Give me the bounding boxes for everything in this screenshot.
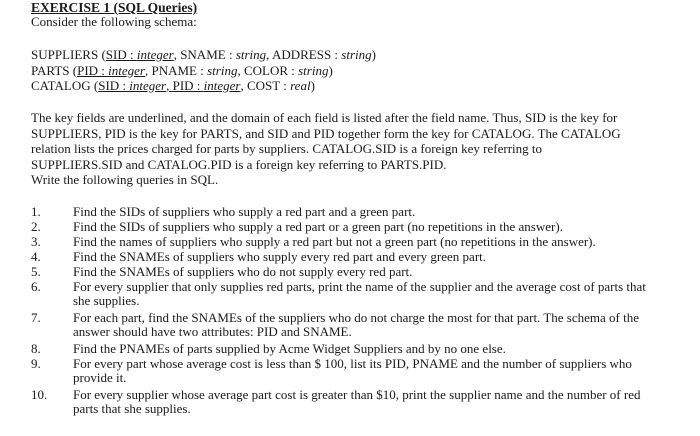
schema-block: [31, 47, 376, 94]
query-text: For each part, find the SNAMEs of the suppliers who do not charge the most for that part. The schema of the answer should have two attributes: PID and SNAME.: [73, 310, 639, 339]
query-number: 8.: [31, 341, 41, 356]
query-text: Find the SIDs of suppliers who supply a red part and a green part.: [73, 204, 416, 219]
description-paragraph: [31, 110, 659, 188]
query-text: Find the PNAMEs of parts supplied by Acme Widget Suppliers and by no one else.: [73, 341, 506, 356]
description-line: The key fields are underlined, and the domain of each field is listed after the field name. Thus, SID is the key for: [31, 110, 618, 125]
query-text: For every part whose average cost is less than $ 100, list its PID, PNAME and the number of suppliers who provide it.: [73, 356, 632, 385]
query-number: 3.: [31, 234, 41, 249]
field-type: string: [341, 47, 372, 62]
key-field-pid: [77, 63, 145, 78]
query-number: 6.: [31, 279, 41, 294]
query-number: 5.: [31, 264, 41, 279]
field-name: , SNAME :: [173, 47, 236, 62]
field-type: integer: [203, 78, 241, 93]
query-number: 2.: [31, 219, 41, 234]
field-type: real: [290, 78, 311, 93]
paren: (: [69, 62, 78, 78]
paren: ): [310, 78, 315, 93]
separator: ,: [166, 78, 173, 93]
relation-name: PARTS: [31, 62, 70, 78]
exercise-title: EXERCISE 1 (SQL Queries): [31, 0, 198, 15]
query-text: Find the SNAMEs of suppliers who supply every red part and every green part.: [73, 249, 487, 264]
field-name: PID :: [77, 62, 109, 78]
query-number: 9.: [31, 356, 41, 371]
intro-text: Consider the following schema:: [31, 14, 197, 29]
relation-name: SUPPLIERS: [31, 47, 99, 62]
field-type: integer: [129, 78, 167, 93]
query-number: 7.: [31, 310, 41, 325]
paren: ): [371, 47, 376, 62]
query-number: 10.: [31, 387, 48, 402]
field-name: , PNAME :: [144, 62, 208, 78]
query-text: Find the SNAMEs of suppliers who do not supply every red part.: [73, 264, 413, 279]
paren: (: [90, 78, 99, 93]
field-type: integer: [136, 47, 174, 62]
field-name: , ADDRESS :: [266, 47, 342, 62]
schema-parts: [31, 63, 376, 79]
field-name: SID :: [105, 47, 137, 62]
relation-name: CATALOG: [31, 78, 91, 93]
field-name: PID :: [172, 78, 204, 93]
schema-suppliers: [31, 47, 376, 63]
query-number: 4.: [31, 249, 41, 264]
query-text: For every supplier whose average part cost is greater than $10, print the supplier name and the number of red parts that she supplies.: [73, 387, 641, 416]
description-line: relation lists the prices charged for parts by suppliers. CATALOG.SID is a foreign key referring to: [31, 141, 543, 156]
description-line: SUPPLIERS, PID is the key for PARTS, and SID and PID together form the key for CATALOG. The CATALOG: [31, 125, 621, 141]
field-type: string: [207, 62, 238, 78]
query-text: Find the SIDs of suppliers who supply a red part or a green part (no repetitions in the answer).: [73, 219, 563, 234]
field-name: SID :: [98, 78, 130, 93]
query-text: Find the names of suppliers who supply a red part but not a green part (no repetitions in the answer).: [73, 234, 596, 249]
instruction-line: Write the following queries in SQL.: [31, 172, 219, 187]
schema-catalog: [31, 78, 376, 94]
query-text: For every supplier that only supplies red parts, print the name of the supplier and the average cost of parts that she supplies.: [73, 279, 646, 308]
key-field-sid-pid: [98, 78, 240, 93]
description-line: SUPPLIERS.SID and CATALOG.PID is a foreign key referring to PARTS.PID.: [31, 156, 447, 172]
paren: (: [98, 47, 106, 62]
field-type: integer: [108, 62, 145, 78]
paren: ): [328, 62, 333, 78]
field-name: , COLOR :: [237, 62, 299, 78]
field-type: string: [235, 47, 267, 62]
query-number: 1.: [31, 204, 41, 219]
field-name: , COST :: [240, 78, 291, 93]
key-field-sid: [106, 47, 174, 62]
field-type: string: [298, 62, 329, 78]
